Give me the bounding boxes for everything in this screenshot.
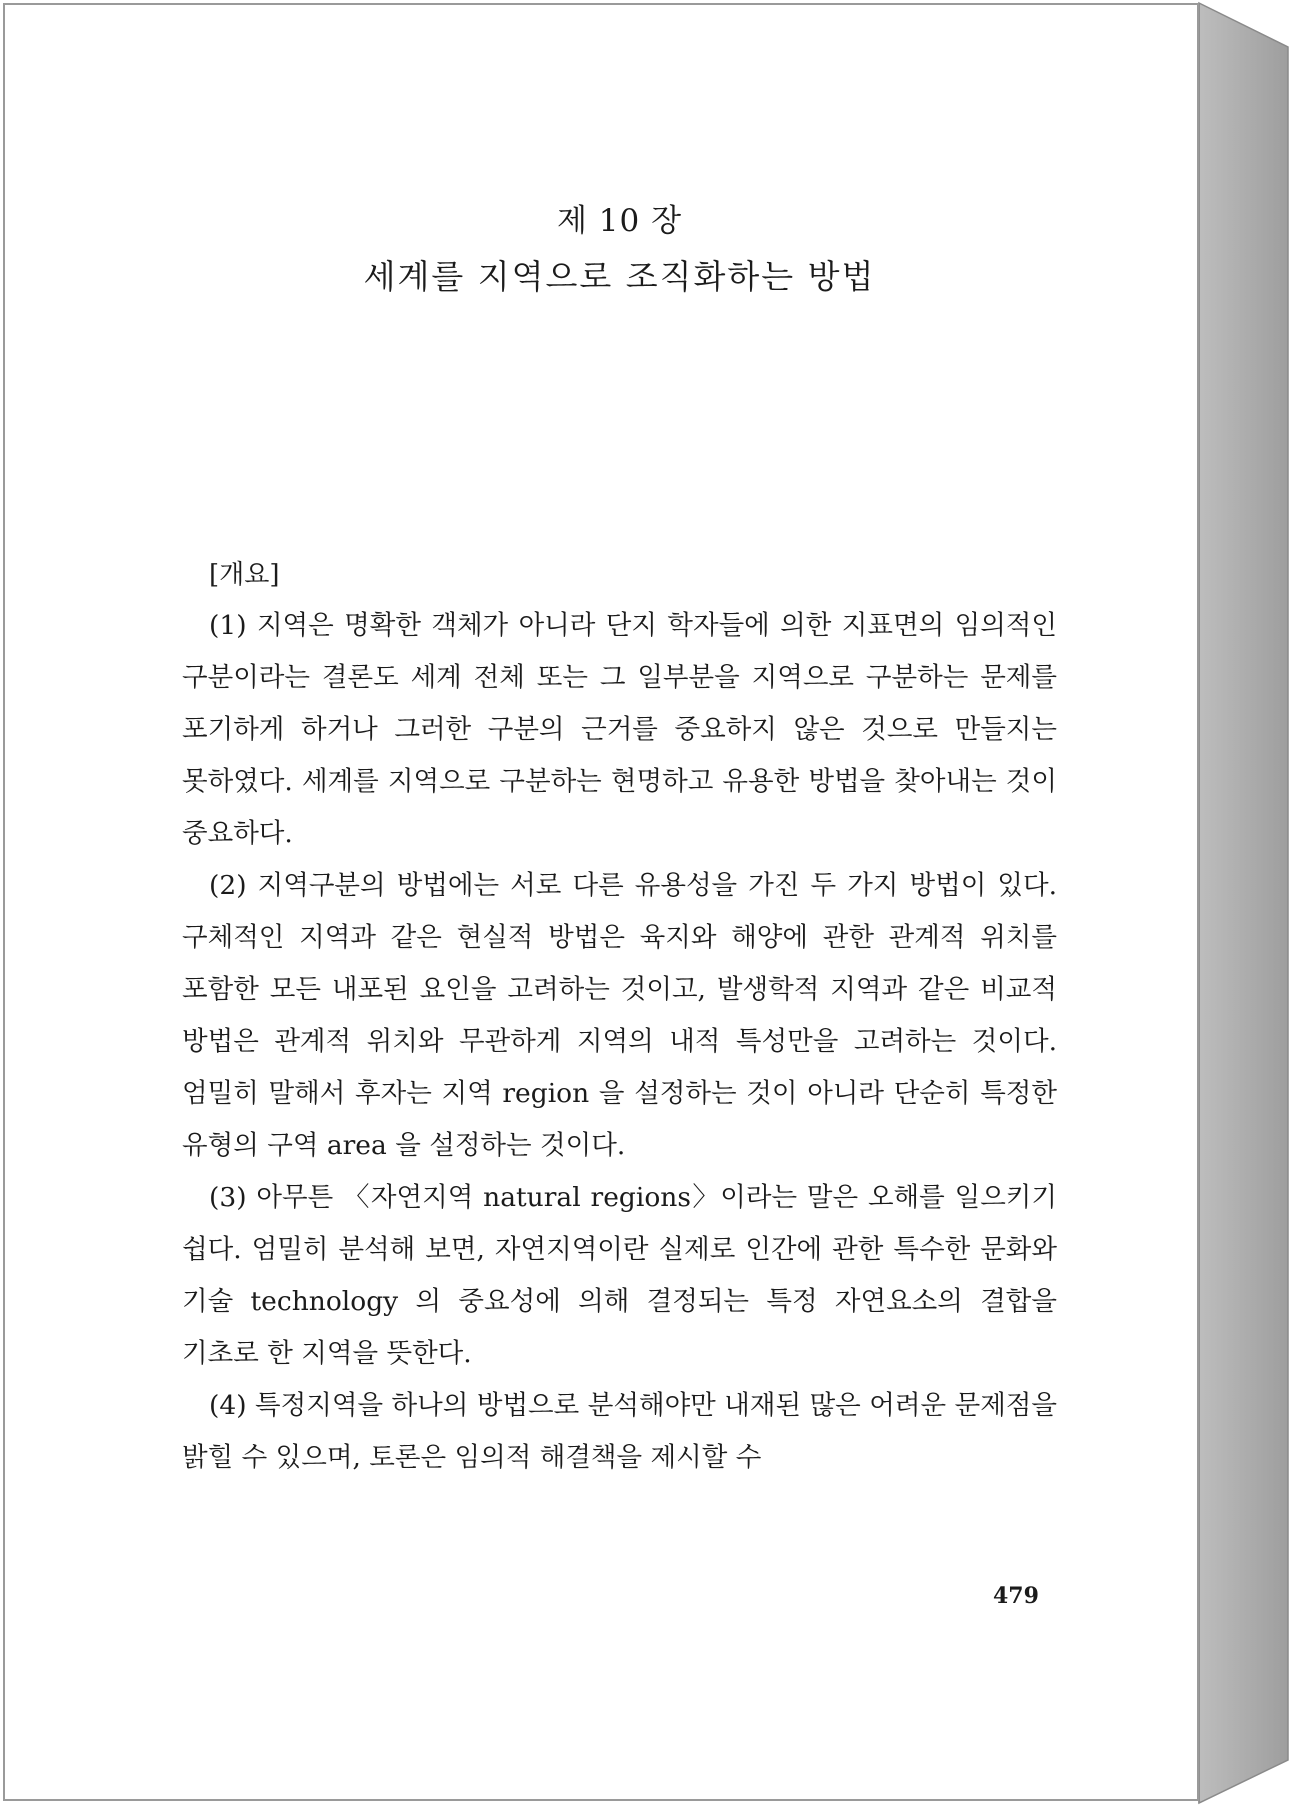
section-label: [개요] (209, 560, 280, 590)
paragraph-1: (1) 지역은 명확한 객체가 아니라 단지 학자들에 의한 지표면의 임의적인 구분이라는 결론도 세계 전체 또는 그 일부분을 지역으로 구분하는 문제를 포기하게 하거나 그러한 구분의 근거를 중요하지 않은 것으로 만들지는 못하였다. 세계를 지역으로 구분하는 현명하고 유용한 방법을 찾아내는 것이 중요하다. (182, 610, 1057, 849)
paragraph-2: (2) 지역구분의 방법에는 서로 다른 유용성을 가진 두 가지 방법이 있다. 구체적인 지역과 같은 현실적 방법은 육지와 해양에 관한 관계적 위치를 포함한 모든 내포된 요인을 고려하는 것이고, 발생학적 지역과 같은 비교적 방법은 관계적 위치와 무관하게 지역의 내적 특성만을 고려하는 것이다. 엄밀히 말해서 후자는 지역 region 을 설정하는 것이 아니라 단순히 특정한 유형의 구역 area 을 설정하는 것이다. (182, 870, 1057, 1161)
page-number: 479 (993, 1583, 1039, 1609)
paragraph-4: (4) 특정지역을 하나의 방법으로 분석해야만 내재된 많은 어려운 문제점을 밝힐 수 있으며, 토론은 임의적 해결책을 제시할 수 (182, 1390, 1057, 1473)
page-content (182, 190, 1057, 1473)
chapter-title: 세계를 지역으로 조직화하는 방법 (363, 257, 876, 296)
paragraph-3: (3) 아무튼 〈자연지역 natural regions〉이라는 말은 오해를 일으키기 쉽다. 엄밀히 분석해 보면, 자연지역이란 실제로 인간에 관한 특수한 문화와 기술 technology 의 중요성에 의해 결정되는 특정 자연요소의 결합을 기초로 한 지역을 뜻한다. (182, 1182, 1057, 1369)
body-text (182, 600, 1057, 1484)
chapter-number: 제 10 장 (556, 203, 683, 239)
